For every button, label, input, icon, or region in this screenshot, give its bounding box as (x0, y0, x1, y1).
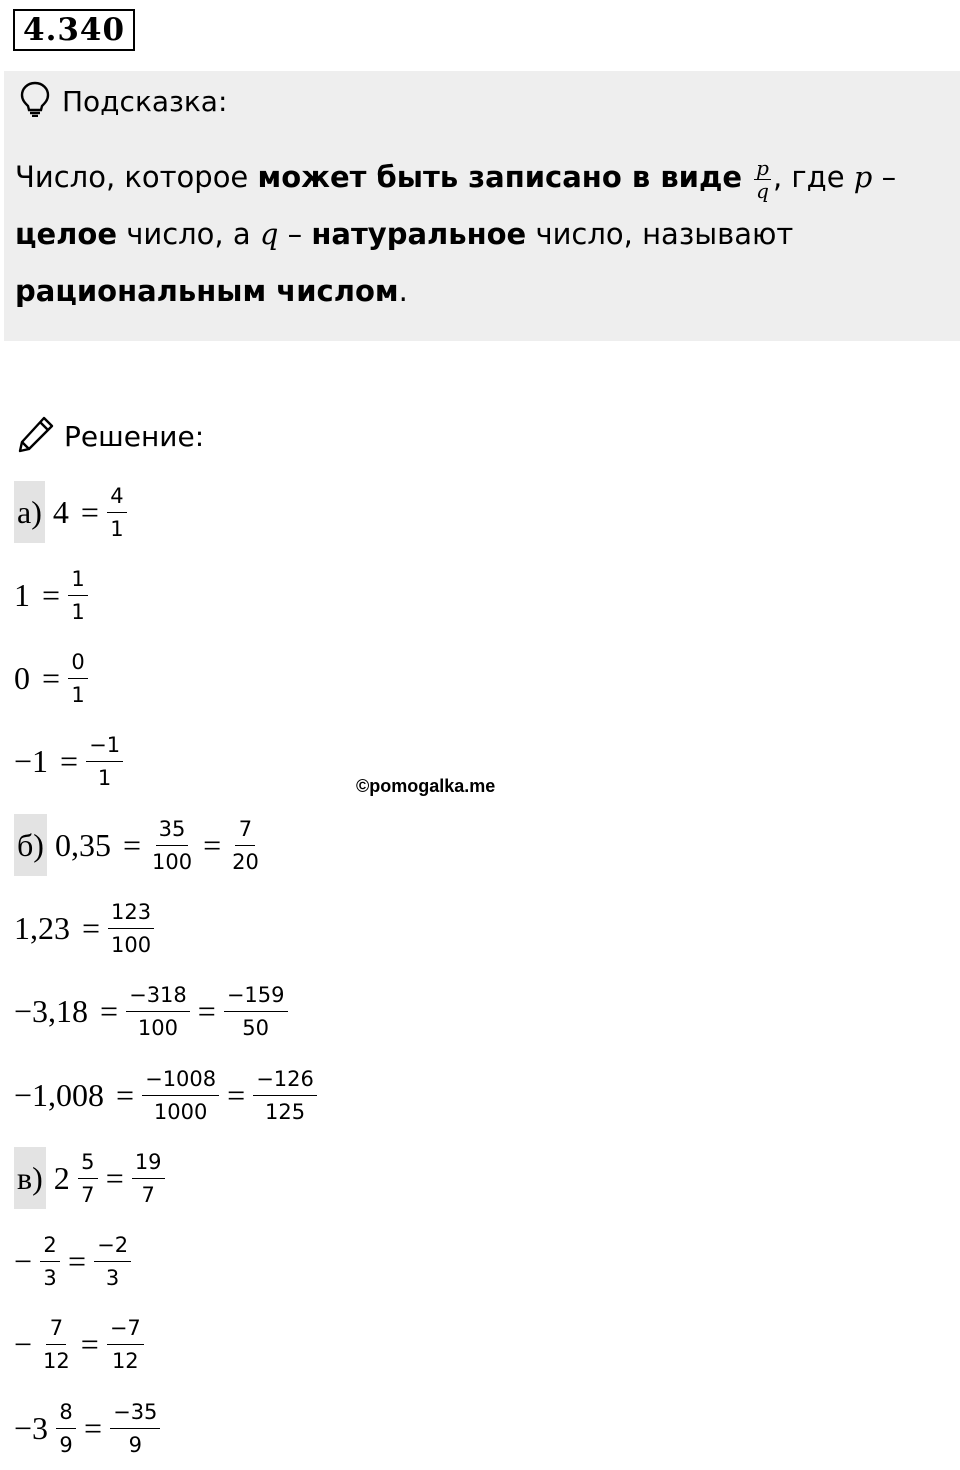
equation-line (14, 1393, 162, 1463)
equation-line (14, 1226, 133, 1296)
fraction-denominator: 1 (110, 516, 124, 541)
fraction (40, 1312, 73, 1377)
fraction-denominator: 3 (105, 1265, 120, 1290)
fraction-denominator: 9 (59, 1432, 73, 1457)
item-label: в) (14, 1147, 46, 1209)
fraction (224, 979, 288, 1044)
fraction (107, 1312, 144, 1377)
item-label: а) (14, 481, 45, 543)
equation-line (14, 477, 129, 547)
fraction-denominator: q (756, 178, 769, 203)
hint-text-part: – (278, 217, 312, 251)
equation-lhs: 0 (14, 659, 30, 696)
hint-title: Подсказка: (62, 84, 228, 118)
fraction (107, 480, 127, 545)
fraction (108, 896, 154, 961)
equals-sign: = (84, 1409, 103, 1446)
fraction-numerator: −7 (107, 1312, 144, 1345)
fraction (68, 646, 88, 711)
equation-lhs: 1 (14, 576, 30, 613)
fraction-numerator: −2 (94, 1229, 131, 1262)
fraction-numerator: 0 (68, 646, 88, 679)
fraction (253, 1063, 317, 1128)
fraction-denominator: 3 (43, 1265, 57, 1290)
equals-sign: = (105, 1159, 124, 1196)
fraction (142, 1063, 219, 1128)
fraction-numerator: 1 (68, 563, 88, 596)
equals-sign: = (197, 992, 216, 1029)
equals-sign: = (42, 659, 61, 696)
fraction (56, 1396, 76, 1461)
equation-line (14, 1143, 167, 1213)
equals-sign: = (100, 992, 119, 1029)
equation-lhs: −3 (14, 1409, 49, 1446)
fraction-numerator: p (756, 155, 769, 180)
task-number: 4.340 (13, 9, 135, 51)
equals-sign: = (203, 826, 222, 863)
equation-lhs: 2 (53, 1159, 70, 1196)
hint-text-part: Число, которое (15, 160, 258, 194)
fraction-denominator: 125 (264, 1099, 306, 1124)
equation-lhs: − (14, 1242, 33, 1279)
hint-bold-part: может быть записано в виде (257, 160, 753, 194)
hint-header (20, 83, 227, 119)
equation-lhs: −1,008 (14, 1076, 105, 1113)
hint-text-part: число, называют (526, 217, 794, 251)
fraction-numerator: −1 (86, 729, 123, 762)
equals-sign: = (68, 1242, 87, 1279)
hint-bold-part: рациональным числом (15, 274, 399, 308)
hint-bold-part: натуральное (311, 217, 527, 251)
fraction (229, 813, 262, 878)
equation-line (14, 726, 125, 796)
equation-lhs: 4 (52, 493, 69, 530)
fraction-numerator: −318 (126, 979, 190, 1012)
equals-sign: = (60, 742, 79, 779)
equation-line (14, 1309, 146, 1379)
equation-line (14, 1060, 319, 1130)
solution-header (16, 414, 204, 458)
hint-box (4, 71, 960, 341)
fraction-numerator: 7 (46, 1312, 66, 1345)
equals-sign: = (80, 493, 99, 530)
pencil-icon (16, 414, 56, 458)
fraction-numerator: −1008 (142, 1063, 219, 1096)
fraction-denominator: 1000 (153, 1099, 208, 1124)
item-label: б) (14, 814, 47, 876)
fraction-denominator: 1 (71, 682, 85, 707)
fraction-numerator: 5 (78, 1146, 98, 1179)
fraction-numerator: 19 (132, 1146, 165, 1179)
equals-sign: = (116, 1076, 135, 1113)
fraction-denominator: 7 (81, 1182, 95, 1207)
solution-title: Решение: (64, 419, 205, 453)
fraction (110, 1396, 160, 1461)
fraction-denominator: 12 (43, 1348, 70, 1373)
hint-fraction (754, 157, 771, 202)
fraction-denominator: 1 (97, 765, 112, 790)
fraction-numerator: 35 (156, 813, 189, 846)
equals-sign: = (42, 576, 61, 613)
fraction-numerator: 2 (40, 1229, 60, 1262)
fraction-numerator: −159 (224, 979, 288, 1012)
fraction (86, 729, 123, 794)
equation-lhs: − (14, 1325, 33, 1362)
equation-lhs: 0,35 (54, 826, 111, 863)
fraction (40, 1229, 60, 1294)
fraction-denominator: 100 (111, 932, 152, 957)
equation-line (14, 643, 90, 713)
fraction-numerator: −35 (110, 1396, 160, 1429)
fraction-numerator: 4 (107, 480, 127, 513)
equals-sign: = (227, 1076, 246, 1113)
fraction-denominator: 9 (128, 1432, 142, 1457)
fraction (132, 1146, 165, 1211)
equation-line (14, 560, 90, 630)
fraction-numerator: 123 (108, 896, 154, 929)
fraction-denominator: 100 (151, 849, 193, 874)
hint-text (15, 149, 950, 320)
hint-text-part: . (398, 274, 408, 308)
fraction (94, 1229, 131, 1294)
equation-lhs: 1,23 (14, 909, 70, 946)
equation-line (14, 893, 156, 963)
fraction-denominator: 12 (111, 1348, 139, 1373)
equals-sign: = (82, 909, 101, 946)
fraction-denominator: 50 (242, 1015, 270, 1040)
watermark: ©pomogalka.me (356, 776, 496, 796)
hint-variable-q: q (259, 217, 279, 251)
fraction-denominator: 20 (232, 849, 259, 874)
hint-bold-part: целое (15, 217, 117, 251)
fraction-numerator: 8 (56, 1396, 76, 1429)
fraction (149, 813, 195, 878)
fraction-denominator: 7 (141, 1182, 155, 1207)
hint-text-part: , где (772, 160, 854, 194)
fraction-numerator: 7 (235, 813, 255, 846)
fraction-denominator: 100 (137, 1015, 178, 1040)
fraction-numerator: −126 (253, 1063, 317, 1096)
fraction (68, 563, 88, 628)
equals-sign: = (80, 1325, 99, 1362)
equation-line (14, 810, 264, 880)
fraction (126, 979, 190, 1044)
fraction-denominator: 1 (71, 599, 85, 624)
equation-line (14, 976, 290, 1046)
lightbulb-icon (20, 81, 50, 121)
hint-text-part: – (872, 160, 897, 194)
hint-variable-p: p (853, 160, 873, 194)
fraction (78, 1146, 98, 1211)
equation-lhs: −3,18 (14, 992, 89, 1029)
hint-text-part: число, а (117, 217, 260, 251)
equation-lhs: −1 (14, 742, 49, 779)
equals-sign: = (122, 826, 141, 863)
